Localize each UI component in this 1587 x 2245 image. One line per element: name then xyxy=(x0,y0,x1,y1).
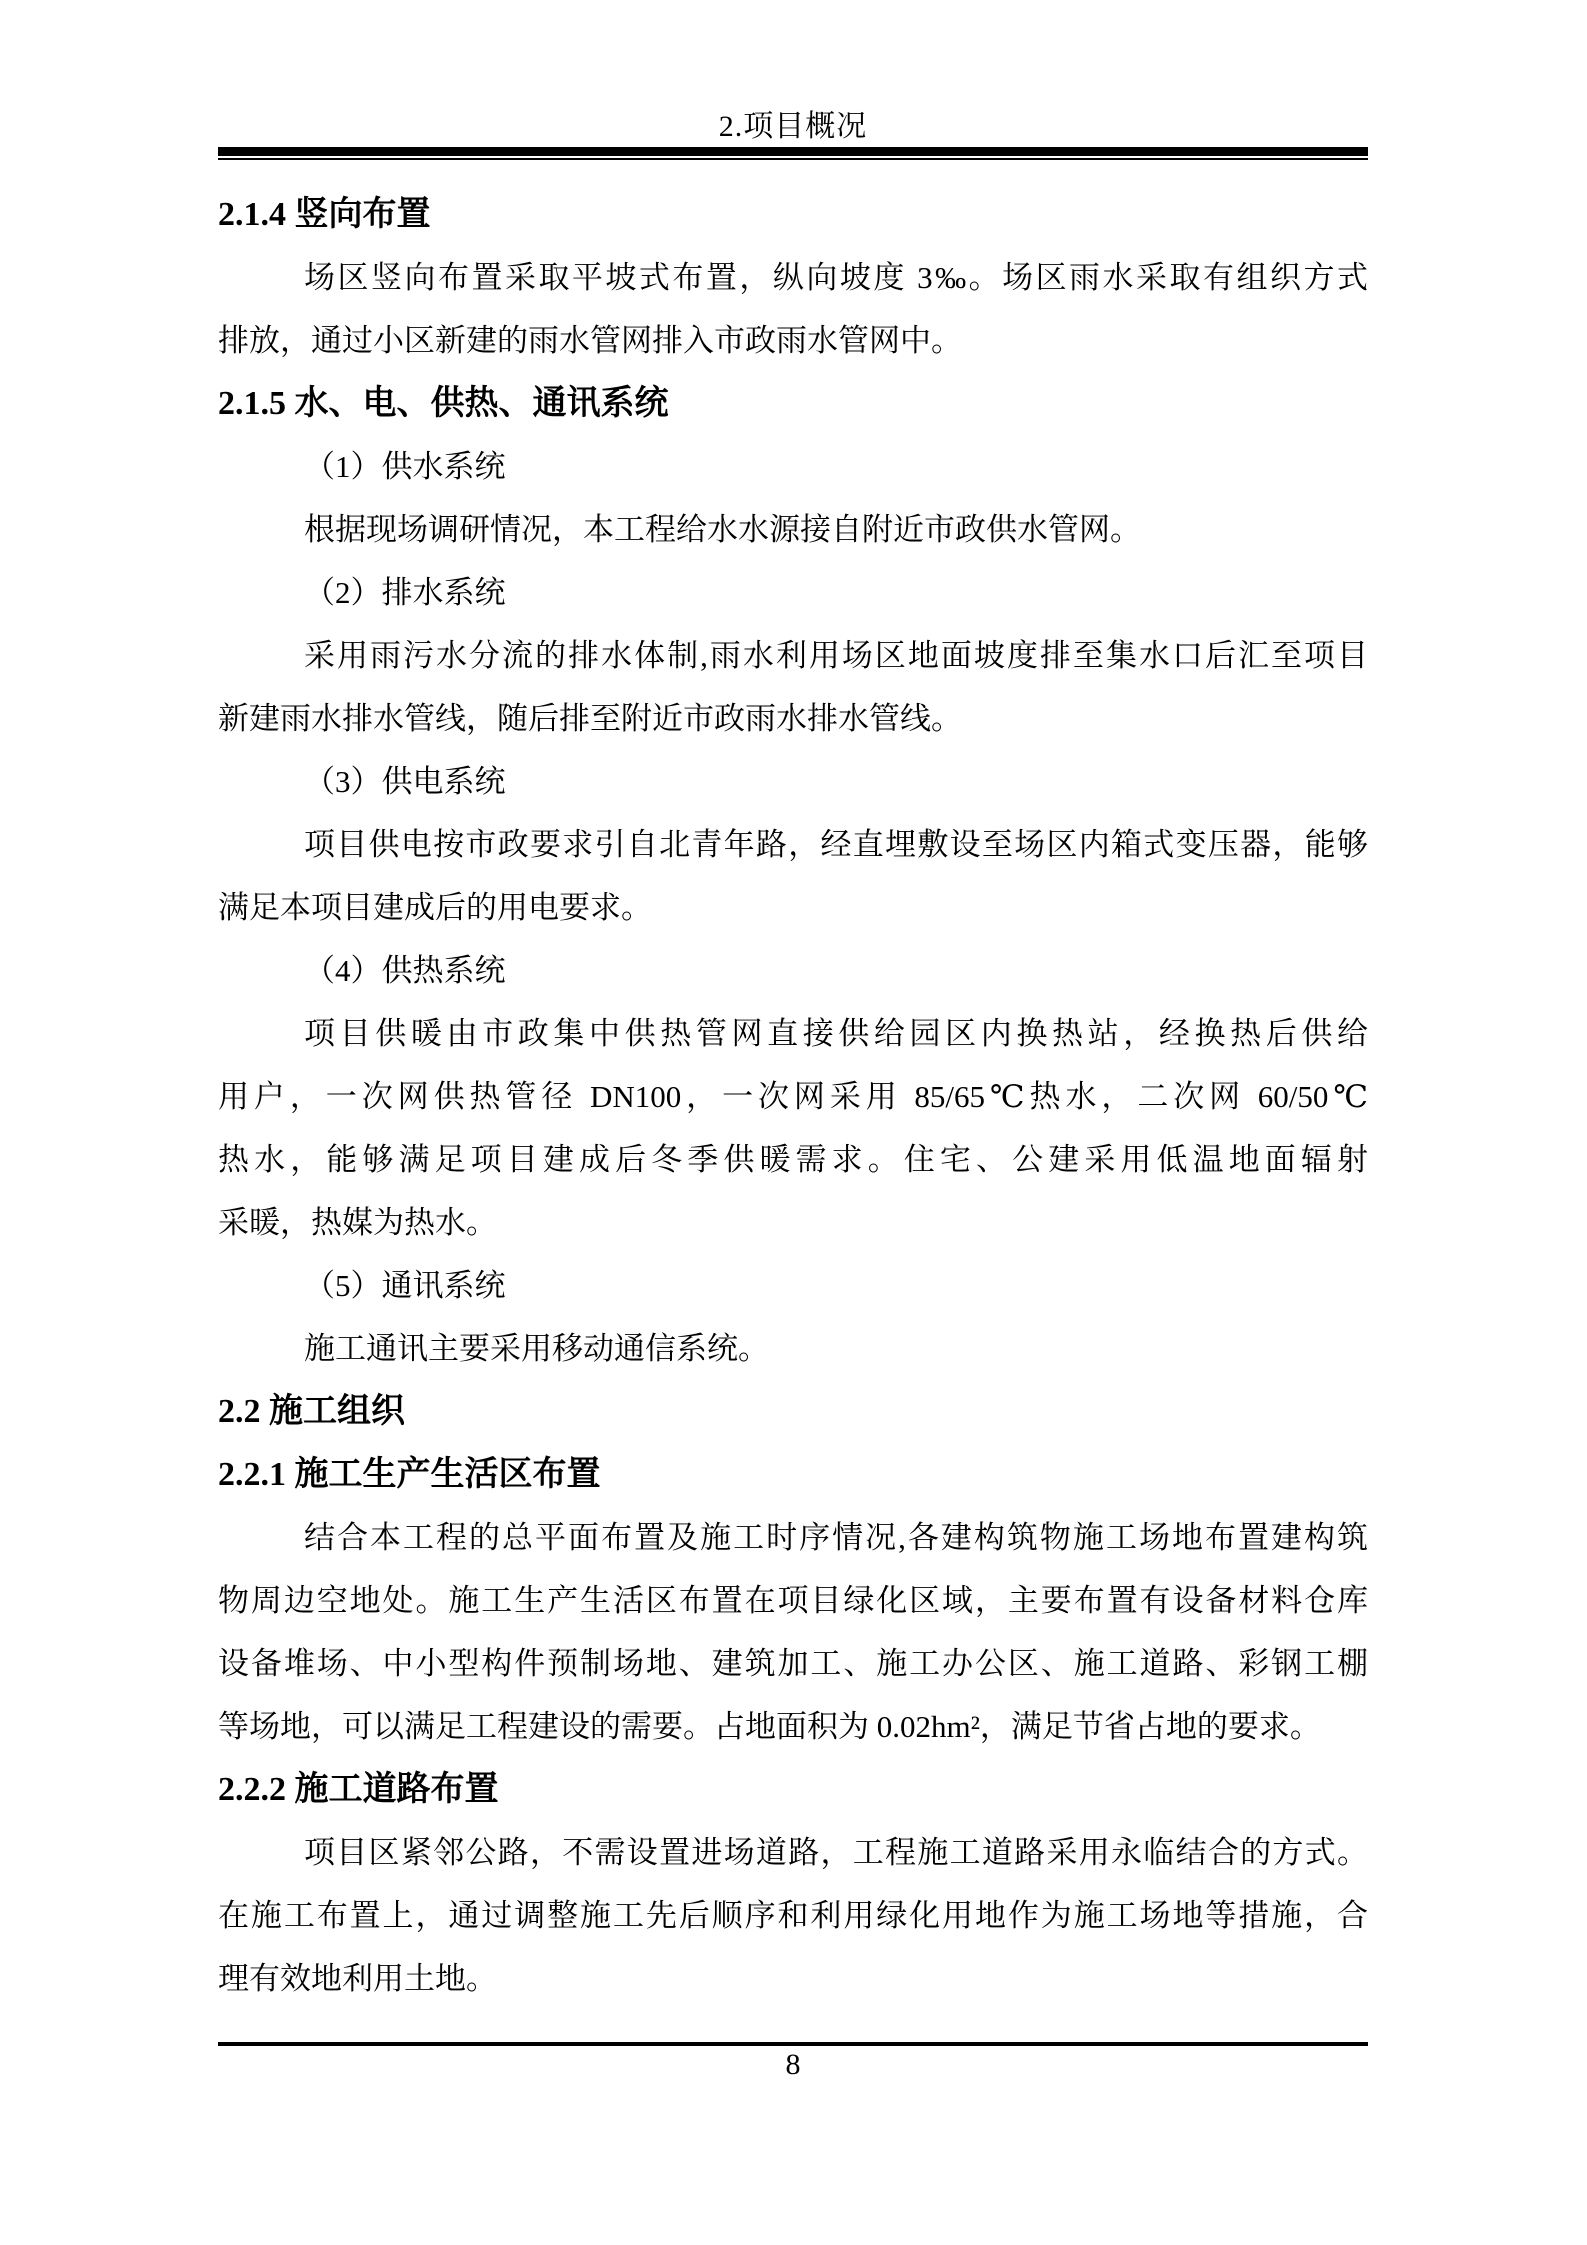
header-rule xyxy=(218,147,1368,160)
text-line: （3）供电系统 xyxy=(304,764,506,799)
paragraph xyxy=(218,1002,1368,1254)
text-line: 场区竖向布置采取平坡式布置，纵向坡度 3‰。场区雨水采取有组织方式 xyxy=(304,260,1368,295)
text-line: （5）通讯系统 xyxy=(304,1268,506,1303)
text-line: 结合本工程的总平面布置及施工时序情况,各建构筑物施工场地布置建构筑 xyxy=(304,1520,1368,1555)
header-rule-thin-line xyxy=(218,158,1368,160)
paragraph xyxy=(218,1821,1368,2010)
text-line: 物周边空地处。施工生产生活区布置在项目绿化区域，主要布置有设备材料仓库 xyxy=(218,1583,1368,1618)
paragraph xyxy=(218,1506,1368,1758)
text-line: 热水，能够满足项目建成后冬季供暖需求。住宅、公建采用低温地面辐射 xyxy=(218,1142,1368,1177)
text-line: 新建雨水排水管线，随后排至附近市政雨水排水管线。 xyxy=(218,701,962,736)
footer-rule xyxy=(218,2042,1368,2046)
text-line: 等场地，可以满足工程建设的需要。占地面积为 0.02hm²，满足节省占地的要求。 xyxy=(218,1709,1321,1744)
text-line: 采暖，热媒为热水。 xyxy=(218,1205,497,1240)
paragraph xyxy=(218,624,1368,750)
text-line: 满足本项目建成后的用电要求。 xyxy=(218,890,652,925)
section-heading: 2.2.2 施工道路布置 xyxy=(218,1771,499,1808)
paragraph xyxy=(218,246,1368,372)
text-line: 用户，一次网供热管径 DN100，一次网采用 85/65℃热水，二次网 60/50℃ xyxy=(218,1079,1368,1114)
text-line: （4）供热系统 xyxy=(304,953,506,988)
paragraph xyxy=(218,1317,1368,1380)
text-line: 理有效地利用土地。 xyxy=(218,1961,497,1996)
paragraph xyxy=(218,561,1368,624)
paragraph xyxy=(218,750,1368,813)
paragraph xyxy=(218,813,1368,939)
doc-content xyxy=(218,183,1368,2010)
text-line: 项目供电按市政要求引自北青年路，经直埋敷设至场区内箱式变压器，能够 xyxy=(304,827,1368,862)
paragraph xyxy=(218,435,1368,498)
text-line: （2）排水系统 xyxy=(304,575,506,610)
text-line: 项目区紧邻公路，不需设置进场道路，工程施工道路采用永临结合的方式。 xyxy=(304,1835,1368,1870)
header-rule-thick-line xyxy=(218,147,1368,156)
text-line: （1）供水系统 xyxy=(304,449,506,484)
running-header-title: 2.项目概况 xyxy=(718,110,868,143)
section-heading: 2.1.5 水、电、供热、通讯系统 xyxy=(218,385,669,422)
paragraph xyxy=(218,498,1368,561)
text-line: 施工通讯主要采用移动通信系统。 xyxy=(304,1331,769,1366)
section-heading: 2.2 施工组织 xyxy=(218,1393,405,1430)
text-line: 排放，通过小区新建的雨水管网排入市政雨水管网中。 xyxy=(218,323,962,358)
paragraph xyxy=(218,1254,1368,1317)
text-line: 在施工布置上，通过调整施工先后顺序和利用绿化用地作为施工场地等措施，合 xyxy=(218,1898,1368,1933)
text-line: 项目供暖由市政集中供热管网直接供给园区内换热站，经换热后供给 xyxy=(304,1016,1368,1051)
text-line: 设备堆场、中小型构件预制场地、建筑加工、施工办公区、施工道路、彩钢工棚 xyxy=(218,1646,1368,1681)
page-number: 8 xyxy=(785,2048,801,2081)
section-heading: 2.2.1 施工生产生活区布置 xyxy=(218,1456,601,1493)
paragraph xyxy=(218,939,1368,1002)
text-line: 采用雨污水分流的排水体制,雨水利用场区地面坡度排至集水口后汇至项目 xyxy=(304,638,1368,673)
section-heading: 2.1.4 竖向布置 xyxy=(218,196,431,233)
text-line: 根据现场调研情况，本工程给水水源接自附近市政供水管网。 xyxy=(304,512,1141,547)
